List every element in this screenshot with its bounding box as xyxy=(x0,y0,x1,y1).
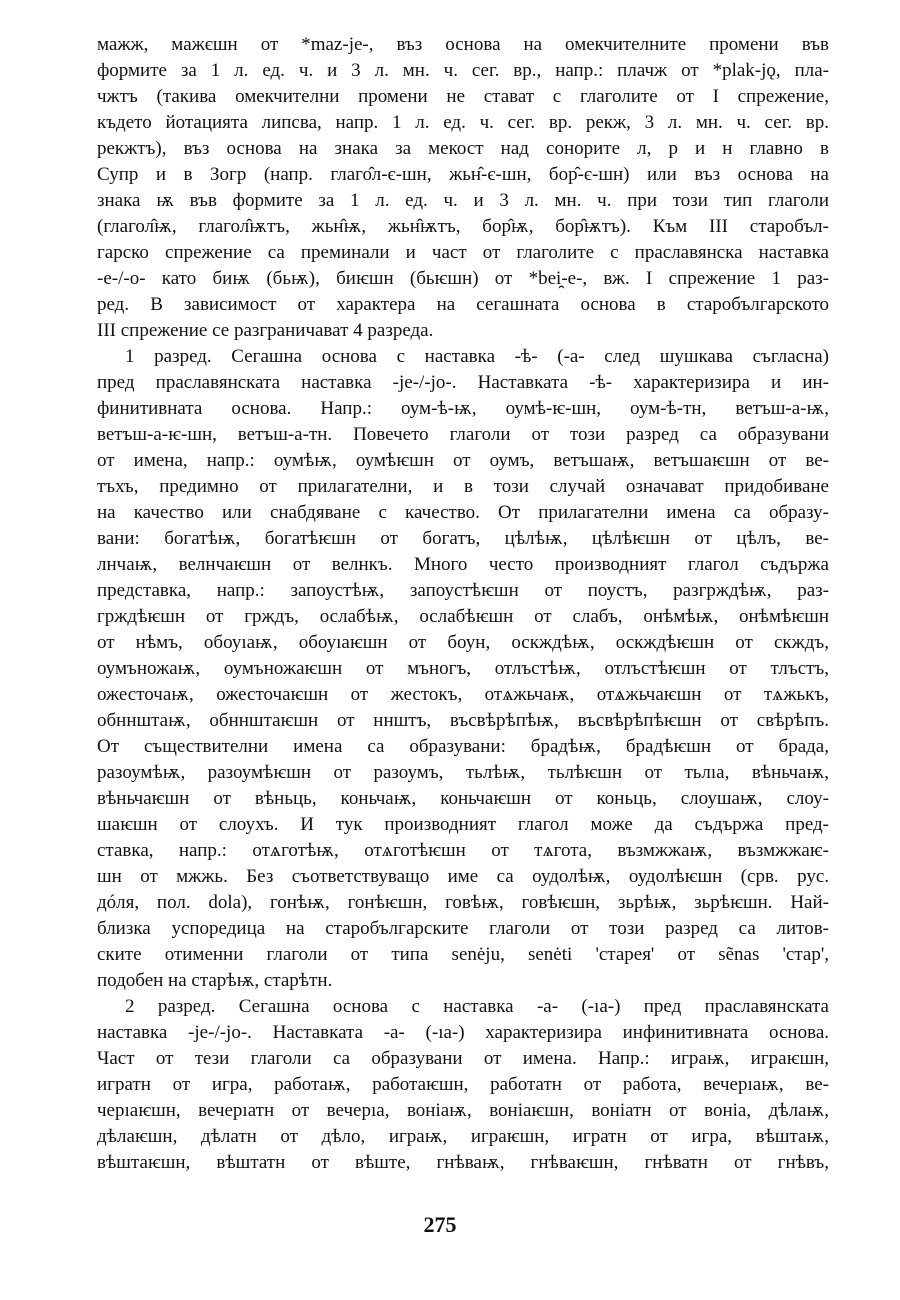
text-line: III спрежение се разграничават 4 разреда. xyxy=(97,320,434,341)
text-line: близка успоредица на старобългарските глаголи от този разред са литов- xyxy=(97,918,829,939)
text-line: дóля, пол. dola), гонѣѭ, гонѣѥшн, говѣѭ, говѣѥшн, зьрѣѭ, зьрѣѥшн. Най- xyxy=(97,892,829,913)
text-line: Супр и в Зогр (напр. глаго̂л-є-шн, жьн̂-є-шн, бор̂-є-шн) или въз основа на xyxy=(97,164,829,185)
paragraph xyxy=(97,344,829,994)
text-line: тъхъ, предимно от прилагателни, и в този случай означават придобиване xyxy=(97,476,829,497)
text-line: на качество или снабдяване с качество. От прилагателни имена са образу- xyxy=(97,502,829,523)
text-line: подобен на старѣѭ, старѣтн. xyxy=(97,970,333,991)
text-line: представка, напр.: запоустѣѭ, запоустѣѥшн от поустъ, разгрждѣѭ, раз- xyxy=(97,580,829,601)
text-line: шаѥшн от слоухъ. И тук производният глагол може да съдържа пред- xyxy=(97,814,829,835)
page-number: 275 xyxy=(423,1212,457,1237)
text-line: Част от тези глаголи са образувани от имена. Напр.: играѭ, играѥшн, xyxy=(97,1048,829,1069)
text-line: ожесточаѭ, ожесточаѥшн от жестокъ, отѧжьчаѭ, отѧжьчаѥшн от тѧжькъ, xyxy=(97,684,829,705)
text-line: оумъножаѭ, оумъножаѥшн от мъногъ, отлъстѣѭ, отлъстѣѥшн от тлъстъ, xyxy=(97,658,829,679)
text-line: знака ѭ във формите за 1 л. ед. ч. и 3 л. мн. ч. при този тип глаголи xyxy=(97,190,829,211)
text-line: дѣлаѥшн, дѣлатн от дѣло, играѭ, играѥшн, игратн от игра, вѣштаѭ, xyxy=(97,1126,829,1147)
text-line: ставка, напр.: отѧготѣѭ, отѧготѣѥшн от тѧгота, възмжжаѭ, възмжжаѥ- xyxy=(97,840,829,861)
text-line: рекжтъ), въз основа на знака за мекост над сонорите л, р и н главно в xyxy=(97,138,829,159)
text-line: игратн от игра, работаѭ, работаѥшн, работатн от работа, вечерıаѭ, ве- xyxy=(97,1074,829,1095)
text-line: от имена, напр.: оумѣѭ, оумѣѥшн от оумъ, ветъшаѭ, ветъшаѥшн от ве- xyxy=(97,450,829,471)
paragraph xyxy=(97,32,829,344)
paragraph xyxy=(97,994,829,1176)
text-line: ските отименни глаголи от типа senėju, senėti 'старея' от sẽnas 'стар', xyxy=(97,944,829,965)
text-line: наставка -je-/-jo-. Наставката -а- (-ıа-) характеризира инфинитивната основа. xyxy=(97,1022,829,1043)
text-line: ред. В зависимост от характера на сегашната основа в старобългарското xyxy=(97,294,829,315)
text-line: 2 разред. Сегашна основа с наставка -а- (-ıа-) пред праславянската xyxy=(125,996,829,1017)
text-line: обннштаѭ, обннштаѥшн от ннштъ, въсвѣрѣпѣѭ, въсвѣрѣпѣѥшн от свѣрѣпъ. xyxy=(97,710,829,731)
text-line: 1 разред. Сегашна основа с наставка -ѣ- (-а- след шушкава съгласна) xyxy=(125,346,829,367)
text-line: мажж, мажєшн от *maz-je-, въз основа на омекчителните промени във xyxy=(97,34,829,55)
text-line: гарско спрежение са преминали и част от глаголите с праславянска наставка xyxy=(97,242,829,263)
page-body-text xyxy=(97,32,829,1176)
text-line: пред праславянската наставка -je-/-jo-. Наставката -ѣ- характеризира и ин- xyxy=(97,372,829,393)
text-line: вѣньчаѥшн от вѣньць, коньчаѭ, коньчаѥшн от коньць, слоушаѭ, слоу- xyxy=(97,788,829,809)
text-line: вани: богатѣѭ, богатѣѥшн от богатъ, цѣлѣѭ, цѣлѣѥшн от цѣлъ, ве- xyxy=(97,528,829,549)
text-line: От съществителни имена са образувани: брадѣѭ, брадѣѥшн от брада, xyxy=(97,736,829,757)
text-line: формите за 1 л. ед. ч. и 3 л. мн. ч. сег. вр., напр.: плачж от *plak-jǫ, пла- xyxy=(97,60,829,81)
text-line: вѣштаѥшн, вѣштатн от вѣште, гнѣваѭ, гнѣваѥшн, гнѣватн от гнѣвъ, xyxy=(97,1152,829,1173)
text-line: ветъш-а-ѥ-шн, ветъш-а-тн. Повечето глаголи от този разред са образувани xyxy=(97,424,829,445)
text-line: чжтъ (такива омекчителни промени не стават с глаголите от I спрежение, xyxy=(97,86,829,107)
text-line: шн от мжжь. Без съответствуващо име са оудолѣѭ, оудолѣѥшн (срв. рус. xyxy=(97,866,829,887)
text-line: лнчаѭ, велнчаѥшн от велнкъ. Много често производният глагол съдържа xyxy=(97,554,829,575)
text-line: грждѣѥшн от грждъ, ослабѣѭ, ослабѣѥшн от слабъ, онѣмѣѭ, онѣмѣѥшн xyxy=(97,606,829,627)
text-line: където йотацията липсва, напр. 1 л. ед. ч. сег. вр. рекж, 3 л. мн. ч. сег. вр. xyxy=(97,112,829,133)
text-line: финитивната основа. Напр.: оум-ѣ-ѭ, оумѣ-ѥ-шн, оум-ѣ-тн, ветъш-а-ѭ, xyxy=(97,398,829,419)
text-line: черıаѥшн, вечерıатн от вечерıа, воніаѭ, воніаѥшн, воніатн от воніа, дѣлаѭ, xyxy=(97,1100,829,1121)
text-line: разоумѣѭ, разоумѣѥшн от разоумъ, тьлѣѭ, тьлѣѥшн от тьлıа, вѣньчаѭ, xyxy=(97,762,829,783)
text-line: -e-/-o- като биѭ (бьѭ), биѥшн (бьѥшн) от *bei̯-e-, вж. I спрежение 1 раз- xyxy=(97,268,829,289)
text-line: (глагол̂ѭ, глагол̂ѭтъ, жьн̂ѭ, жьн̂ѭтъ, бор̂ѭ, бор̂ѭтъ). Към III старобъл- xyxy=(97,216,829,237)
text-line: от нѣмъ, обоуıаѭ, обоуıаѥшн от боун, оскждѣѭ, оскждѣѥшн от скждъ, xyxy=(97,632,829,653)
